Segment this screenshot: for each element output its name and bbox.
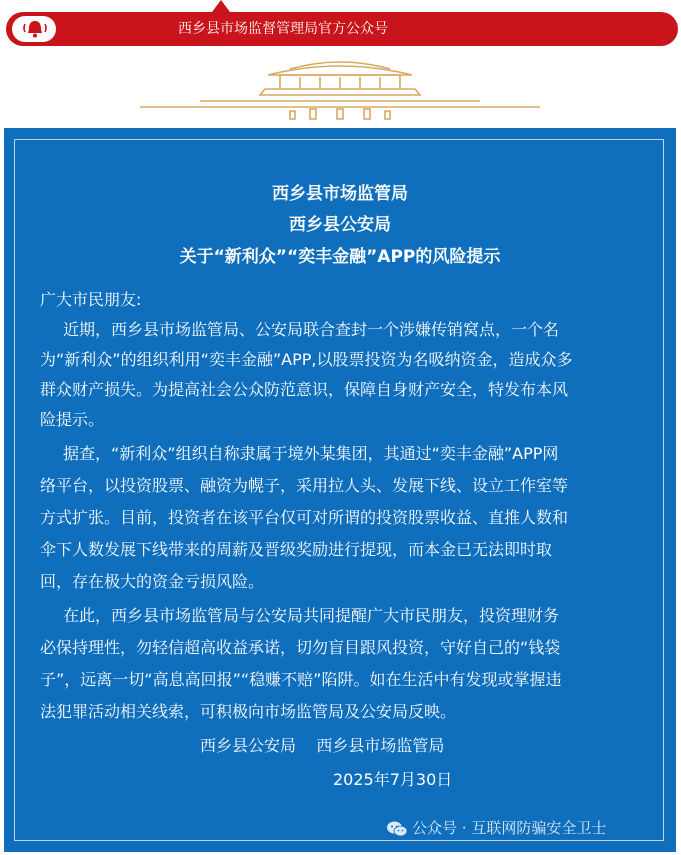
bell-badge: [12, 16, 56, 42]
watermark: [386, 816, 606, 840]
body-line: 群众财产损失。为提高社会公众防范意识，保障自身财产安全，特发布本风: [40, 380, 569, 399]
body-line: 络平台，以投资股票、融资为幌子，采用拉人头、发展下线、设立工作室等: [40, 476, 569, 495]
issue-date: 2025年7月30日: [333, 770, 453, 789]
body-line: 必保持理性，勿轻信超高收益承诺，切勿盲目跟风投资，守好自己的“钱袋: [40, 638, 561, 657]
header-bar: [6, 12, 678, 46]
notice-title-line: 关于“新利众”“奕丰金融”APP的风险提示: [179, 247, 501, 267]
body-line: 在此，西乡县市场监管局与公安局共同提醒广大市民朋友，投资理财务: [63, 606, 560, 625]
gate-decoration-icon: [140, 55, 540, 123]
signature: 西乡县公安局 西乡县市场监管局: [200, 736, 445, 755]
body-line: 据查，“新利众”组织自称隶属于境外某集团，其通过“奕丰金融”APP网: [63, 444, 559, 463]
body-line: 子”，远离一切“高息高回报”“稳赚不赔”陷阱。如在生活中有发现或掌握违: [40, 670, 562, 689]
body-line: 方式扩张。目前，投资者在该平台仅可对所谓的投资股票收益、直推人数和: [40, 508, 569, 527]
account-title: 西乡县市场监督管理局官方公众号: [178, 21, 388, 37]
body-line: 回，存在极大的资金亏损风险。: [40, 572, 265, 591]
header-notch: [212, 0, 230, 12]
body-line: 险提示。: [40, 410, 105, 429]
body-line: 近期，西乡县市场监管局、公安局联合查封一个涉嫌传销窝点，一个名: [63, 320, 560, 339]
body-line: 法犯罪活动相关线索，可积极向市场监管局及公安局反映。: [40, 702, 457, 721]
wechat-icon: [386, 820, 408, 838]
watermark-account-name: 互联网防骗安全卫士: [471, 819, 607, 837]
notice-title-line: 西乡县市场监管局: [272, 184, 408, 204]
body-line: 为“新利众”的组织利用“奕丰金融”APP,以股票投资为名吸纳资金，造成众多: [40, 350, 573, 369]
watermark-prefix: 公众号 ·: [412, 819, 472, 837]
bell-ringing-icon: [20, 18, 50, 40]
notice-board: [4, 128, 676, 852]
notice-frame: [14, 139, 664, 841]
body-line: 伞下人数发展下线带来的周薪及晋级奖励进行提现，而本金已无法即时取: [40, 540, 553, 559]
greeting: 广大市民朋友:: [40, 290, 142, 309]
notice-title-line: 西乡县公安局: [289, 215, 391, 235]
